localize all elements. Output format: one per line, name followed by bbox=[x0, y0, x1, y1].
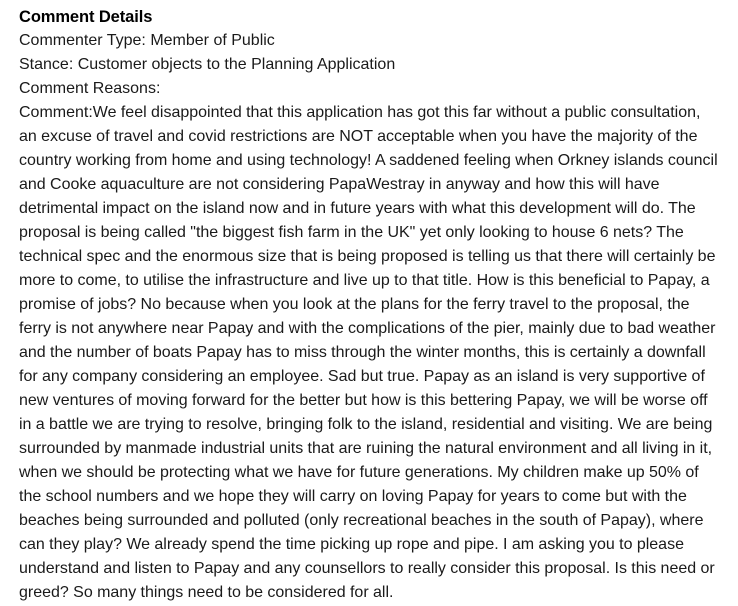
comment-text: Comment:We feel disappointed that this application has got this far without a public consultation, an excuse of travel and covid restrictions are NOT acceptable when you have the majority of the country working from home and using technology! A saddened feeling when Orkney islands council and Cooke aquaculture are not considering PapaWestray in anyway and how this will have detrimental impact on the island now and in future years with what this development will do. The proposal is being called "the biggest fish farm in the UK" yet only looking to house 6 nets? The technical spec and the enormous size that is being proposed is telling us that there will certainly be more to come, to utilise the infrastructure and live up to that title. How is this beneficial to Papay, a promise of jobs? No because when you look at the plans for the ferry travel to the proposal, the ferry is not anywhere near Papay and with the complications of the pier, mainly due to bad weather and the number of boats Papay has to miss through the winter months, this is certainly a downfall for any company considering an employee. Sad but true. Papay as an island is very supportive of new ventures of moving forward for the better but how is this bettering Papay, we will be worse off in a battle we are trying to resolve, bringing folk to the island, residential and visiting. We are being surrounded by manmade industrial units that are ruining the natural environment and all living in it, when we should be protecting what we have for future generations. My children make up 50% of the school numbers and we hope they will carry on loving Papay for years to come but with the beaches being surrounded and polluted (only recreational beaches in the south of Papay), where can they play? We already spend the time picking up rope and pipe. I am asking you to please understand and listen to Papay and any counsellors to really consider this proposal. Is this need or greed? So many things need to be considered for all. bbox=[19, 104, 718, 601]
stance-line: Stance: Customer objects to the Planning Application bbox=[19, 56, 396, 73]
page-title: Comment Details bbox=[19, 8, 153, 26]
comment-reasons-label: Comment Reasons: bbox=[19, 80, 161, 97]
commenter-type-line: Commenter Type: Member of Public bbox=[19, 32, 275, 49]
